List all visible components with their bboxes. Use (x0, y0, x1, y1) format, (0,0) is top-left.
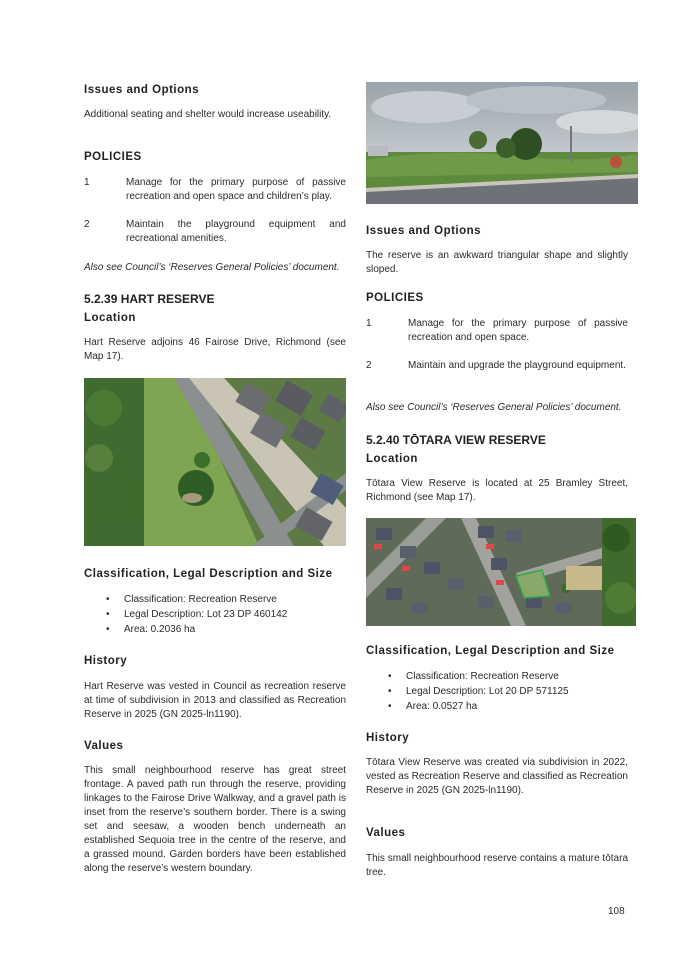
section-title-totara-view-reserve: 5.2.40 TŌTARA VIEW RESERVE (366, 433, 546, 447)
page-number: 108 (608, 906, 625, 917)
also-see-note: Also see Council’s ‘Reserves General Policies’ document. (366, 402, 622, 413)
policy-text: Maintain and upgrade the playground equipment. (408, 360, 626, 371)
history-text: Tōtara View Reserve was created via subdivision in 2022, vested as Recreation Reserve and classified as Recreation Reserve in 2025 (GN 2025-ln1190). (366, 757, 628, 796)
policy-item (366, 359, 628, 373)
list-item: • Area: 0.0527 ha (366, 699, 628, 714)
classification-heading: Classification, Legal Description and Size (84, 568, 333, 580)
also-see-note: Also see Council’s ‘Reserves General Policies’ document. (84, 262, 340, 273)
policy-number: 1 (366, 318, 372, 329)
history-heading: History (366, 732, 410, 744)
list-item: • Classification: Recreation Reserve (84, 592, 346, 607)
policy-item (84, 218, 346, 246)
issues-options-heading: Issues and Options (84, 84, 200, 96)
history-text: Hart Reserve was vested in Council as recreation reserve at time of subdivision in 2013 and classified as Recreation Reserve in 2025 (GN 2025-ln1190). (84, 681, 346, 720)
values-heading: Values (84, 740, 124, 752)
list-item: • Legal Description: Lot 23 DP 460142 (84, 607, 346, 622)
classification-heading: Classification, Legal Description and Size (366, 645, 615, 657)
list-item: • Area: 0.2036 ha (84, 622, 346, 637)
list-item: • Classification: Recreation Reserve (366, 669, 628, 684)
section-title-hart-reserve: 5.2.39 HART RESERVE (84, 292, 215, 306)
policy-number: 1 (84, 177, 90, 188)
classification-list (84, 592, 346, 637)
history-heading: History (84, 655, 128, 667)
location-text: Tōtara View Reserve is located at 25 Bramley Street, Richmond (see Map 17). (366, 478, 628, 503)
issues-options-text: Additional seating and shelter would increase useability. (84, 109, 332, 120)
values-text: This small neighbourhood reserve has great street frontage. A paved path run through the reserve, providing linkages to the Fairose Drive Walkway, and a gravel path is inset from the reserve’s southern border. There is a swing set and seesaw, a wooden bench underneath an established Sequoia tree in the centre of the reserve, and a grassed mound. Garden borders have been established along the reserve’s western boundary. (84, 765, 346, 874)
classification-list (366, 669, 628, 714)
policy-item (366, 317, 628, 345)
values-heading: Values (366, 827, 406, 839)
totara-view-aerial-map (366, 518, 636, 626)
policy-text: Maintain the playground equipment and recreational amenities. (126, 219, 346, 244)
location-heading: Location (366, 453, 418, 465)
location-text: Hart Reserve adjoins 46 Fairose Drive, Richmond (see Map 17). (84, 337, 346, 362)
policy-text: Manage for the primary purpose of passive recreation and open space and children’s play. (126, 177, 346, 202)
policy-number: 2 (366, 360, 372, 371)
issues-options-heading: Issues and Options (366, 225, 482, 237)
policy-item (84, 176, 346, 204)
list-item: • Legal Description: Lot 20 DP 571125 (366, 684, 628, 699)
policies-heading: POLICIES (366, 292, 424, 304)
policy-text: Manage for the primary purpose of passive recreation and open space. (408, 318, 628, 343)
hart-reserve-aerial-image (84, 378, 346, 546)
totara-park-photo (366, 82, 638, 204)
policies-heading: POLICIES (84, 151, 142, 163)
location-heading: Location (84, 312, 136, 324)
values-text: This small neighbourhood reserve contains a mature tōtara tree. (366, 853, 628, 878)
issues-options-text: The reserve is an awkward triangular shape and slightly sloped. (366, 250, 628, 275)
policy-number: 2 (84, 219, 90, 230)
